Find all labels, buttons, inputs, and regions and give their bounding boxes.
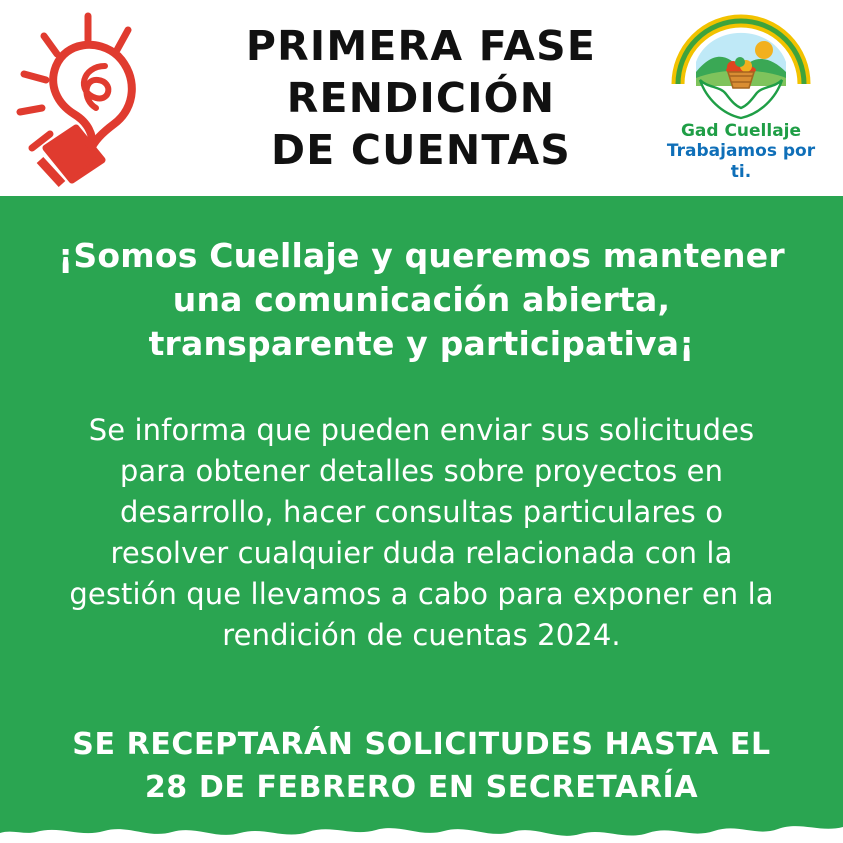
- gad-cuellaje-emblem-icon: [666, 14, 816, 126]
- poster-body: [0, 196, 843, 843]
- logo-slogan: Trabajamos por ti.: [666, 141, 816, 182]
- title-line-2: RENDICIÓN: [286, 73, 556, 122]
- lightbulb-icon: [10, 8, 195, 188]
- poster-title: [185, 20, 657, 176]
- headline-text: ¡Somos Cuellaje y queremos mantener una comunicación abierta, transparente y participativa¡: [58, 236, 785, 363]
- title-line-3: DE CUENTAS: [270, 126, 572, 175]
- torn-edge-decoration: [0, 813, 843, 843]
- body-paragraph: Se informa que pueden enviar sus solicitudes para obtener detalles sobre proyectos en desarrollo, hacer consultas particulares o resolver cualquier duda relacionada con la gestión que llevamos a cabo para exponer en la rendición de cuentas 2024.: [69, 412, 774, 653]
- deadline-note: SE RECEPTARÁN SOLICITUDES HASTA EL 28 DE FEBRERO EN SECRETARÍA: [72, 726, 771, 806]
- title-line-1: PRIMERA FASE: [245, 21, 597, 70]
- logo-name-text: Gad Cuellaje: [680, 120, 802, 141]
- poster-header: [0, 0, 843, 196]
- organization-logo: [657, 14, 825, 182]
